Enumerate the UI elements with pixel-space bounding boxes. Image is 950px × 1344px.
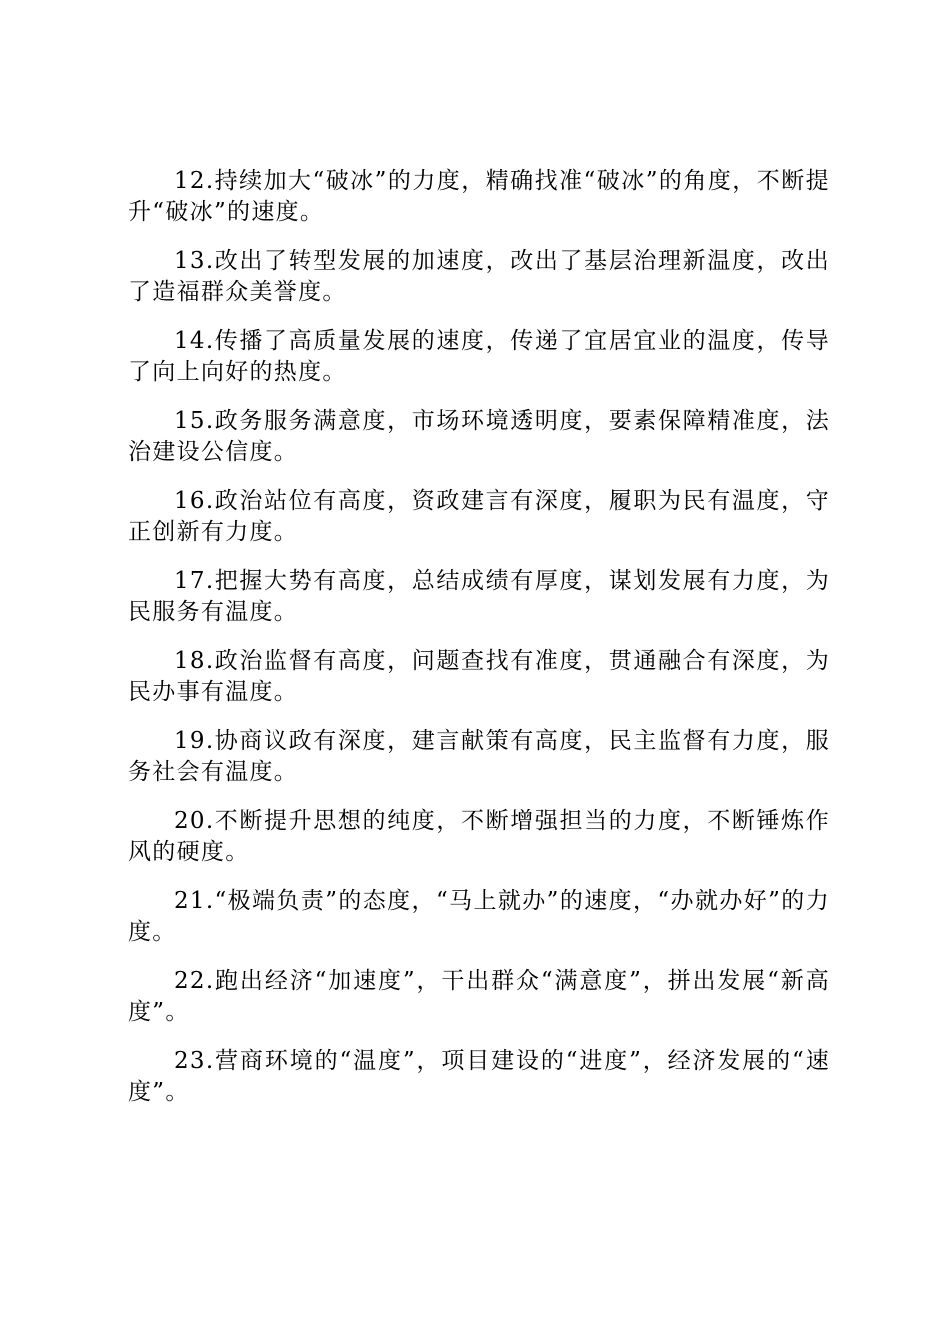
list-item: 23.营商环境的“温度”，项目建设的“进度”，经济发展的“速度”。	[128, 1048, 830, 1105]
list-item: 19.协商议政有深度，建言献策有高度，民主监督有力度，服务社会有温度。	[128, 728, 830, 785]
list-item: 22.跑出经济“加速度”，干出群众“满意度”，拼出发展“新高度”。	[128, 968, 830, 1025]
list-item: 13.改出了转型发展的加速度，改出了基层治理新温度，改出了造福群众美誉度。	[128, 248, 830, 305]
list-item: 21.“极端负责”的态度，“马上就办”的速度，“办就办好”的力度。	[128, 888, 830, 945]
document-body	[128, 166, 830, 1126]
list-item: 12.持续加大“破冰”的力度，精确找准“破冰”的角度，不断提升“破冰”的速度。	[128, 168, 830, 225]
list-item: 18.政治监督有高度，问题查找有准度，贯通融合有深度，为民办事有温度。	[128, 648, 830, 705]
list-item: 14.传播了高质量发展的速度，传递了宜居宜业的温度，传导了向上向好的热度。	[128, 328, 830, 385]
list-item: 17.把握大势有高度，总结成绩有厚度，谋划发展有力度，为民服务有温度。	[128, 568, 830, 625]
list-item: 20.不断提升思想的纯度，不断增强担当的力度，不断锤炼作风的硬度。	[128, 808, 830, 865]
list-item: 15.政务服务满意度，市场环境透明度，要素保障精准度，法治建设公信度。	[128, 408, 830, 465]
list-item: 16.政治站位有高度，资政建言有深度，履职为民有温度，守正创新有力度。	[128, 488, 830, 545]
